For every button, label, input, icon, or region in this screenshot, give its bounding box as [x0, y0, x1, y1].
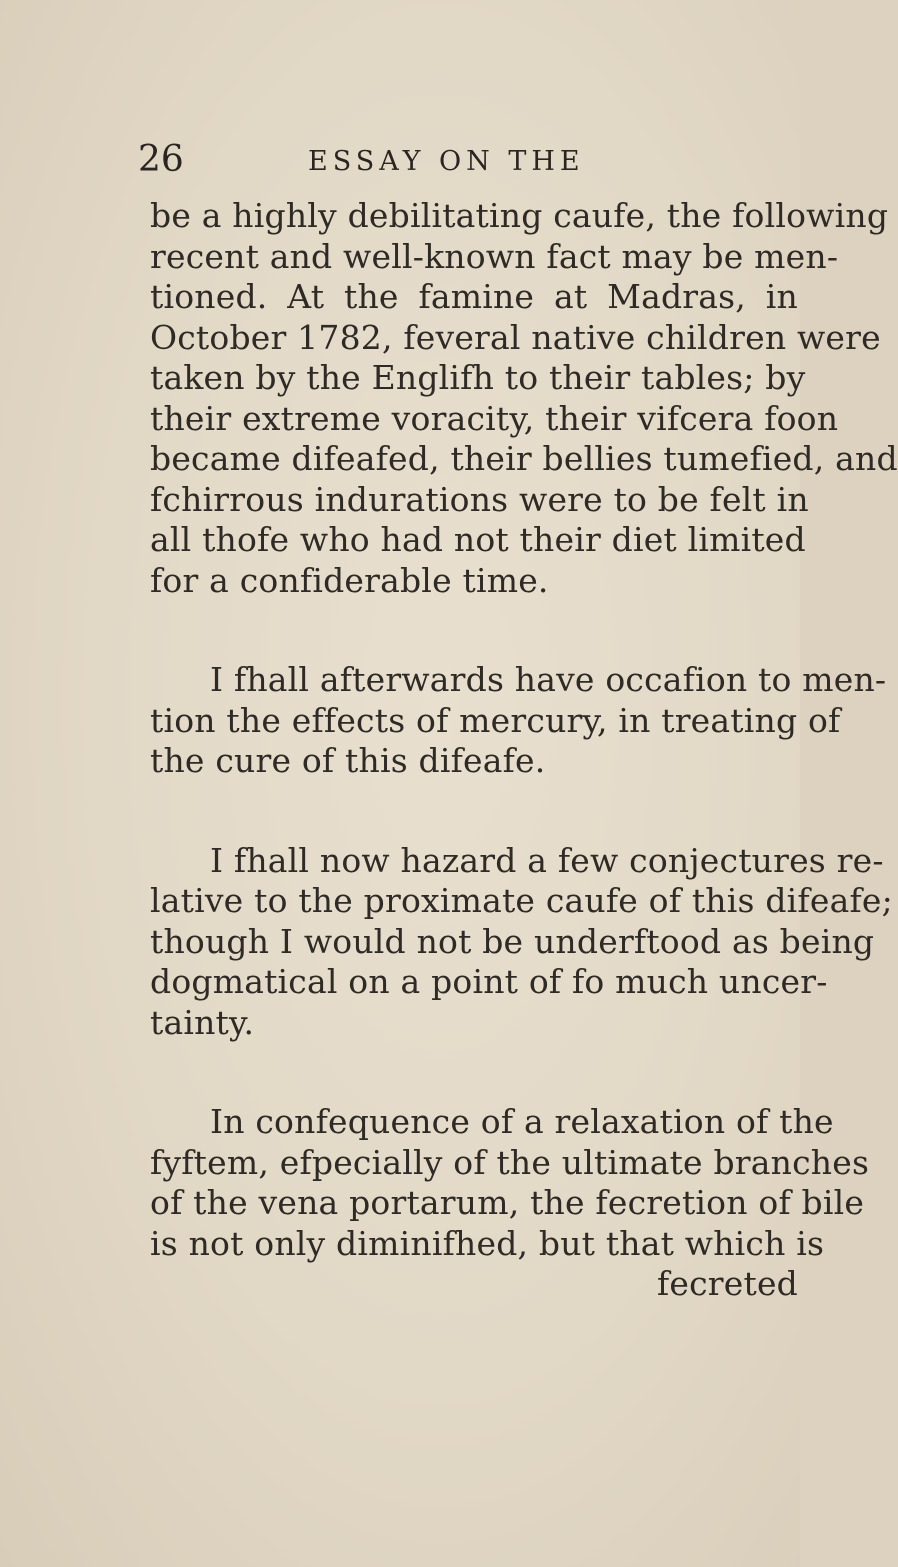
page-number: 26 [138, 139, 184, 180]
text-line: is not only diminifhed, but that which is [150, 1223, 825, 1263]
text-line: dogmatical on a point of fo much uncer- [150, 962, 828, 1001]
text-line: tainty. [150, 1002, 255, 1042]
text-line: taken by the Englifh to their tables; by [150, 358, 806, 397]
text-line: be a highly debilitating caufe, the following [150, 196, 889, 235]
body-text [150, 196, 898, 1305]
text-line: for a confiderable time. [150, 560, 549, 600]
text-line: I fhall afterwards have occafion to men- [210, 660, 887, 699]
paragraph-conjectures [150, 840, 893, 1044]
text-line: became difeafed, their bellies tumefied, and [150, 439, 898, 478]
paragraph-gap [150, 782, 798, 841]
text-line: October 1782, feveral native children were [150, 317, 881, 357]
text-line: though I would not be underftood as being [150, 921, 875, 961]
paragraph-gap [150, 601, 798, 660]
text-line: their extreme voracity, their vifcera foon [150, 398, 839, 438]
text-line: tioned. At the famine at Madras, in [150, 277, 798, 316]
running-head [138, 138, 622, 182]
text-line: I fhall now hazard a few conjectures re- [210, 840, 884, 880]
text-line: all thofe who had not their diet limited [150, 520, 806, 559]
text-line: lative to the proximate caufe of this difeafe; [150, 881, 893, 920]
paragraph-famine-madras [150, 196, 898, 601]
running-title: ESSAY ON THE [308, 146, 585, 177]
text-line: of the vena portarum, the fecretion of bile [150, 1183, 865, 1222]
text-line: fyftem, efpecially of the ultimate branches [150, 1142, 870, 1182]
paragraph-gap [150, 1043, 798, 1102]
paragraph-relaxation [150, 1102, 870, 1305]
text-line: fchirrous indurations were to be felt in [150, 479, 809, 519]
text-line: tion the effects of mercury, in treating of [150, 700, 841, 740]
paragraph-mercury [150, 660, 887, 782]
text-line: In confequence of a relaxation of the [210, 1102, 834, 1141]
catchword: fecreted [656, 1264, 798, 1303]
text-line: the cure of this difeafe. [150, 741, 546, 780]
text-line: recent and well-known fact may be men- [150, 236, 839, 276]
